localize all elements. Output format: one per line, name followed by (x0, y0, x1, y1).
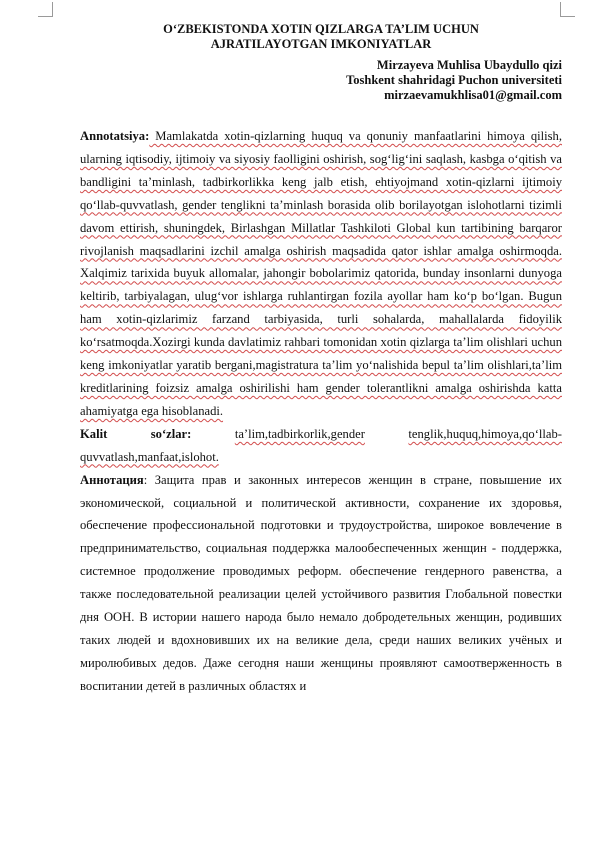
author-block (80, 58, 562, 103)
title-line-1: O‘ZBEKISTONDA XOTIN QIZLARGA TA’LIM UCHUN (163, 22, 479, 36)
keywords-label-1: Kalit (80, 426, 108, 441)
keywords-label-2: so‘zlar: (150, 426, 192, 441)
keywords-part-2: tenglik,huquq,himoya,qo‘llab- (408, 426, 562, 441)
author-name: Mirzayeva Muhlisa Ubaydullo qizi (376, 58, 562, 72)
title-line-2: AJRATILAYOTGAN IMKONIYATLAR (210, 37, 432, 51)
paper-title (80, 22, 562, 52)
abstract-ru-label: Аннотация (80, 472, 144, 487)
document-page (80, 22, 562, 698)
abstract-uzbek (80, 125, 562, 423)
abstract-russian (80, 469, 562, 698)
abstract-uz-text: Mamlakatda xotin-qizlarning huquq va qonuniy manfaatlarini himoya qilish, ularning iqtisodiy, ijtimoiy va siyosiy faolligini oshirish, sog‘lig‘ini saqlash, kasbga o‘qitish va bandligini ta’minlash, tadbirkorlikka keng jalb etish, ehtiyojmand xotin-qizlarni ijtimoiy qo‘llab-quvvatlash, gender tenglikni ta’minlash borasida olib borilayotgan islohotlarni tizimli davom ettirish, shuningdek, Birlashgan Millatlar Tashkiloti Global kun tartibining barqaror rivojlanish maqsadlarini izchil amalga oshirish maqsadida qator ishlar amalga oshirmoqda. Xalqimiz tarixida buyuk allomalar, jahongir bobolarimiz qatorida, bunday insonlarni dunyoga keltirib, tarbiyalagan, ulug‘vor ishlarga ruhlantirgan fozila ayollar ham ko‘p bo‘lgan. Bugun ham xotin-qizlarimiz farzand tarbiyasida, turli sohalarda, mahallalarda fidoyilik ko‘rsatmoqda.Xozirgi kunda davlatimiz rahbari tomonidan xotin qizlarga ta’lim olishlari uchun keng imkoniyatlar yaratib bergani,magistratura ta’lim yo‘nalishida bepul ta’lim olishlari,ta’lim kreditlarining foizsiz amalga oshirilishi ham gender tolerantlikni amalga oshirishda katta ahamiyatga ega hisoblanadi. (80, 129, 562, 418)
abstract-ru-text: : Защита прав и законных интересов женщин в стране, повышение их экономической, социальной и политической активности, сохранение их здоровья, обеспечение профессиональной подготовки и трудоустройства, широкое вовлечение в предпринимательство, социальная поддержка малообеспеченных женщин - поддержка, системное продолжение проводимых реформ. обеспечение гендерного равенства, а также последовательной реализации целей устойчивого развития Глобальной повестки дня ООН. В истории нашего народа было немало добродетельных женщин, родивших таких людей и вдохновивших их на великие дела, среди наших великих учёных и миролюбивых дедов. Даже сегодня наши женщины проявляют самоотверженность в воспитании детей в различных областях и (80, 472, 562, 693)
keywords-block (80, 423, 562, 469)
crop-mark-left (38, 2, 53, 17)
keywords-part-3: quvvatlash,manfaat,islohot. (80, 449, 219, 464)
abstract-uz-label: Annotatsiya: (80, 129, 150, 143)
crop-mark-right (560, 2, 575, 17)
author-affiliation: Toshkent shahridagi Puchon universiteti (346, 73, 562, 87)
author-email: mirzaevamukhlisa01@gmail.com (384, 88, 562, 102)
keywords-part-1: ta’lim,tadbirkorlik,gender (234, 426, 365, 441)
